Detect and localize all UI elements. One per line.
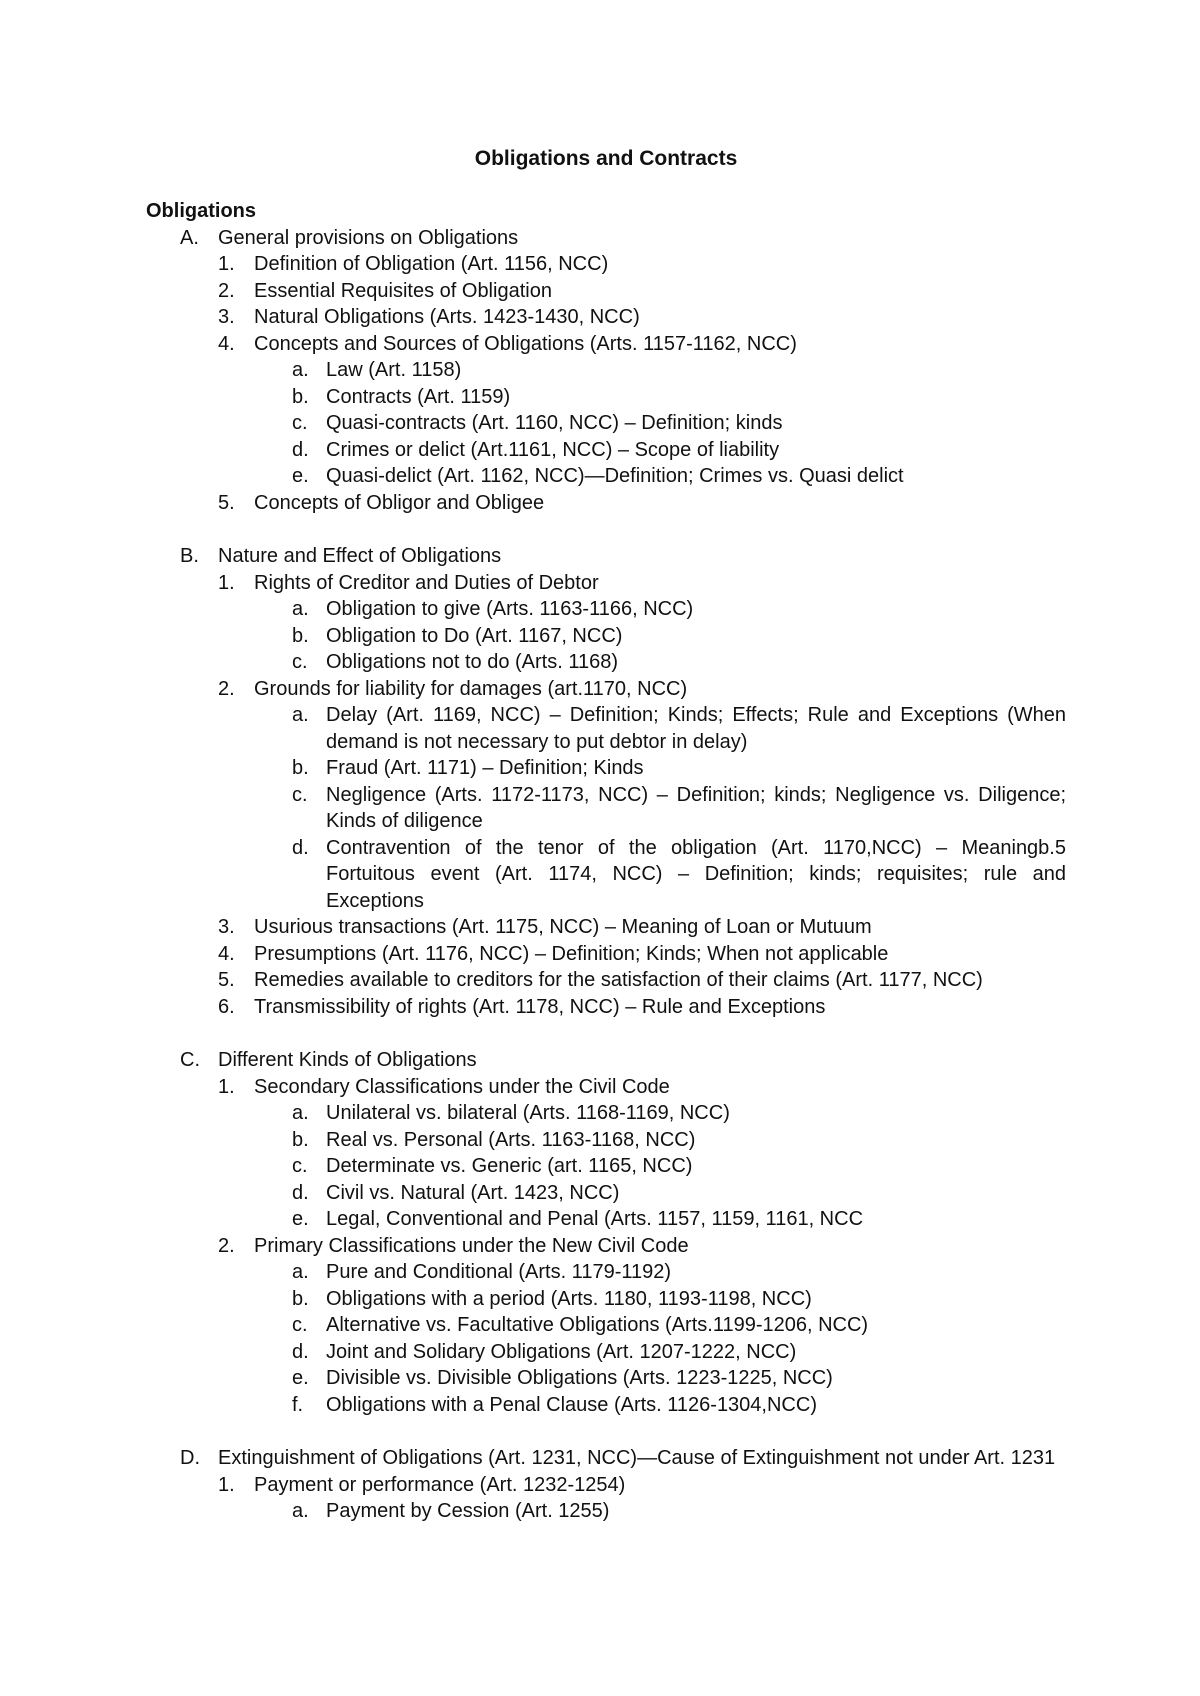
list-item-text: Natural Obligations (Arts. 1423-1430, NCC)	[254, 306, 640, 328]
list-item-text: Delay (Art. 1169, NCC) – Definition; Kinds; Effects; Rule and Exceptions (When demand is not necessary to put debtor in delay)	[326, 704, 1066, 753]
list-item-text: Different Kinds of Obligations	[218, 1049, 477, 1071]
list-item-text: Joint and Solidary Obligations (Art. 1207-1222, NCC)	[326, 1340, 797, 1363]
list-marker: 1.	[218, 1075, 235, 1098]
list-item	[146, 331, 1066, 358]
list-item-text: Obligation to Do (Art. 1167, NCC)	[326, 624, 623, 647]
list-item-text: Primary Classifications under the New Civil Code	[254, 1234, 689, 1257]
list-marker: 2.	[218, 1234, 235, 1257]
list-item-text: Alternative vs. Facultative Obligations (Arts.1199-1206, NCC)	[326, 1314, 869, 1336]
list-item	[146, 1445, 1200, 1472]
list-item	[146, 384, 1066, 411]
list-item	[146, 1472, 1066, 1499]
list-marker: B.	[180, 545, 199, 567]
list-marker: 1.	[218, 253, 235, 275]
list-item	[146, 1153, 1066, 1180]
list-marker: 1.	[218, 571, 235, 594]
list-marker: a.	[292, 598, 309, 620]
list-item	[146, 649, 1066, 676]
list-item-text: Remedies available to creditors for the satisfaction of their claims (Art. 1177, NCC)	[254, 969, 983, 991]
list-item	[146, 1074, 1066, 1101]
list-item-text: Definition of Obligation (Art. 1156, NCC)	[254, 253, 609, 275]
list-marker: c.	[292, 1314, 308, 1336]
list-item	[146, 967, 1066, 994]
list-item-text: Presumptions (Art. 1176, NCC) – Definition; Kinds; When not applicable	[254, 942, 889, 965]
list-item	[146, 994, 1066, 1021]
list-item	[146, 225, 1066, 252]
list-item-text: Legal, Conventional and Penal (Arts. 1157, 1159, 1161, NCC	[326, 1208, 864, 1230]
list-item	[146, 676, 1066, 703]
list-marker: b.	[292, 624, 309, 647]
list-item	[146, 914, 1066, 941]
list-item-text: Payment by Cession (Art. 1255)	[326, 1500, 610, 1522]
list-item-text: Obligation to give (Arts. 1163-1166, NCC)	[326, 598, 694, 620]
document-page	[146, 146, 1066, 1552]
list-marker: d.	[292, 438, 309, 461]
list-item	[146, 1127, 1066, 1154]
list-item	[146, 1392, 1066, 1419]
list-marker: c.	[292, 1155, 308, 1177]
list-item-text: Secondary Classifications under the Civil Code	[254, 1075, 670, 1098]
list-marker: a.	[292, 1500, 309, 1522]
list-item-text: Determinate vs. Generic (art. 1165, NCC)	[326, 1155, 693, 1177]
list-item-text: Crimes or delict (Art.1161, NCC) – Scope of liability	[326, 438, 780, 461]
list-marker: b.	[292, 1287, 309, 1310]
list-marker: e.	[292, 1367, 309, 1389]
section-heading: Obligations	[146, 200, 256, 222]
list-item	[146, 357, 1066, 384]
list-item	[146, 1259, 1066, 1286]
list-marker: C.	[180, 1049, 200, 1071]
list-item	[146, 702, 1066, 755]
list-item-text: Rights of Creditor and Duties of Debtor	[254, 571, 599, 594]
list-item	[146, 1312, 1066, 1339]
list-item-text: Payment or performance (Art. 1232-1254)	[254, 1473, 626, 1496]
list-item	[146, 543, 1066, 570]
section-d	[146, 1445, 1066, 1525]
list-item-text: Pure and Conditional (Arts. 1179-1192)	[326, 1261, 672, 1283]
list-item-text: Usurious transactions (Art. 1175, NCC) – Meaning of Loan or Mutuum	[254, 916, 872, 938]
list-item	[146, 1047, 1066, 1074]
list-item	[146, 1365, 1066, 1392]
list-item	[146, 304, 1066, 331]
list-marker: b.	[292, 1128, 309, 1151]
list-marker: a.	[292, 359, 309, 381]
list-item	[146, 463, 1066, 490]
list-item-text: Transmissibility of rights (Art. 1178, NCC) – Rule and Exceptions	[254, 995, 826, 1018]
list-item	[146, 623, 1066, 650]
section-c	[146, 1047, 1066, 1418]
list-item-text: Obligations with a period (Arts. 1180, 1193-1198, NCC)	[326, 1287, 812, 1310]
list-item-text: Unilateral vs. bilateral (Arts. 1168-1169, NCC)	[326, 1102, 730, 1124]
list-item-text: Obligations not to do (Arts. 1168)	[326, 651, 619, 673]
list-item	[146, 278, 1066, 305]
list-marker: f.	[292, 1393, 304, 1416]
list-item-text: Fraud (Art. 1171) – Definition; Kinds	[326, 757, 644, 779]
list-marker: a.	[292, 1261, 309, 1283]
list-item	[146, 782, 1066, 835]
list-marker: d.	[292, 1181, 309, 1204]
list-item-text: Quasi-delict (Art. 1162, NCC)—Definition; Crimes vs. Quasi delict	[326, 465, 904, 487]
list-item-text: Nature and Effect of Obligations	[218, 545, 502, 567]
list-marker: 3.	[218, 916, 235, 938]
list-marker: e.	[292, 465, 309, 487]
list-item	[146, 596, 1066, 623]
list-marker: d.	[292, 1340, 309, 1363]
list-item-text: Negligence (Arts. 1172-1173, NCC) – Definition; kinds; Negligence vs. Diligence; Kinds of diligence	[326, 783, 1066, 832]
list-marker: 4.	[218, 332, 235, 355]
list-marker: 2.	[218, 279, 235, 302]
list-item	[146, 570, 1066, 597]
list-item	[146, 835, 1066, 915]
list-item	[146, 251, 1066, 278]
list-item	[146, 1233, 1066, 1260]
list-marker: A.	[180, 226, 199, 249]
list-marker: b.	[292, 757, 309, 779]
list-marker: 3.	[218, 306, 235, 328]
list-item-text: Obligations with a Penal Clause (Arts. 1126-1304,NCC)	[326, 1393, 817, 1416]
list-marker: c.	[292, 783, 308, 806]
list-marker: 2.	[218, 677, 235, 700]
list-item	[146, 1180, 1066, 1207]
list-item	[146, 410, 1066, 437]
list-item-text: Civil vs. Natural (Art. 1423, NCC)	[326, 1181, 620, 1204]
list-item-text: Concepts and Sources of Obligations (Arts. 1157-1162, NCC)	[254, 332, 797, 355]
list-marker: b.	[292, 385, 309, 408]
list-item-text: Grounds for liability for damages (art.1170, NCC)	[254, 677, 688, 700]
list-marker: 1.	[218, 1473, 235, 1496]
list-marker: 5.	[218, 969, 235, 991]
list-item	[146, 1206, 1066, 1233]
list-item	[146, 941, 1066, 968]
list-item	[146, 755, 1066, 782]
list-marker: a.	[292, 704, 309, 726]
list-marker: D.	[180, 1447, 200, 1469]
list-marker: 5.	[218, 491, 235, 514]
list-marker: 6.	[218, 995, 235, 1018]
list-marker: e.	[292, 1208, 309, 1230]
list-item-text: Divisible vs. Divisible Obligations (Arts. 1223-1225, NCC)	[326, 1367, 833, 1389]
list-item	[146, 1286, 1066, 1313]
list-marker: a.	[292, 1102, 309, 1124]
list-item-text: Contracts (Art. 1159)	[326, 385, 511, 408]
list-item-text: Concepts of Obligor and Obligee	[254, 491, 545, 514]
section-b	[146, 543, 1066, 1020]
list-item	[146, 1100, 1066, 1127]
list-item-text: Real vs. Personal (Arts. 1163-1168, NCC)	[326, 1128, 696, 1151]
document-title: Obligations and Contracts	[474, 147, 738, 170]
list-item-text: General provisions on Obligations	[218, 226, 519, 249]
list-item-text: Contravention of the tenor of the obligation (Art. 1170,NCC) – Meaningb.5 Fortuitous event (Art. 1174, NCC) – Definition; kinds; requisites; rule and Exceptions	[326, 836, 1066, 912]
list-item-text: Law (Art. 1158)	[326, 359, 462, 381]
list-marker: c.	[292, 412, 308, 434]
list-item-text: Extinguishment of Obligations (Art. 1231, NCC)—Cause of Extinguishment not under Art. 1231	[218, 1447, 1056, 1469]
section-a	[146, 198, 1066, 516]
list-item-text: Quasi-contracts (Art. 1160, NCC) – Definition; kinds	[326, 412, 783, 434]
list-item	[146, 1498, 1066, 1525]
list-marker: c.	[292, 651, 308, 673]
list-item-text: Essential Requisites of Obligation	[254, 279, 552, 302]
list-item	[146, 1339, 1066, 1366]
list-item	[146, 490, 1066, 517]
list-item	[146, 437, 1066, 464]
list-marker: 4.	[218, 942, 235, 965]
list-marker: d.	[292, 836, 309, 859]
